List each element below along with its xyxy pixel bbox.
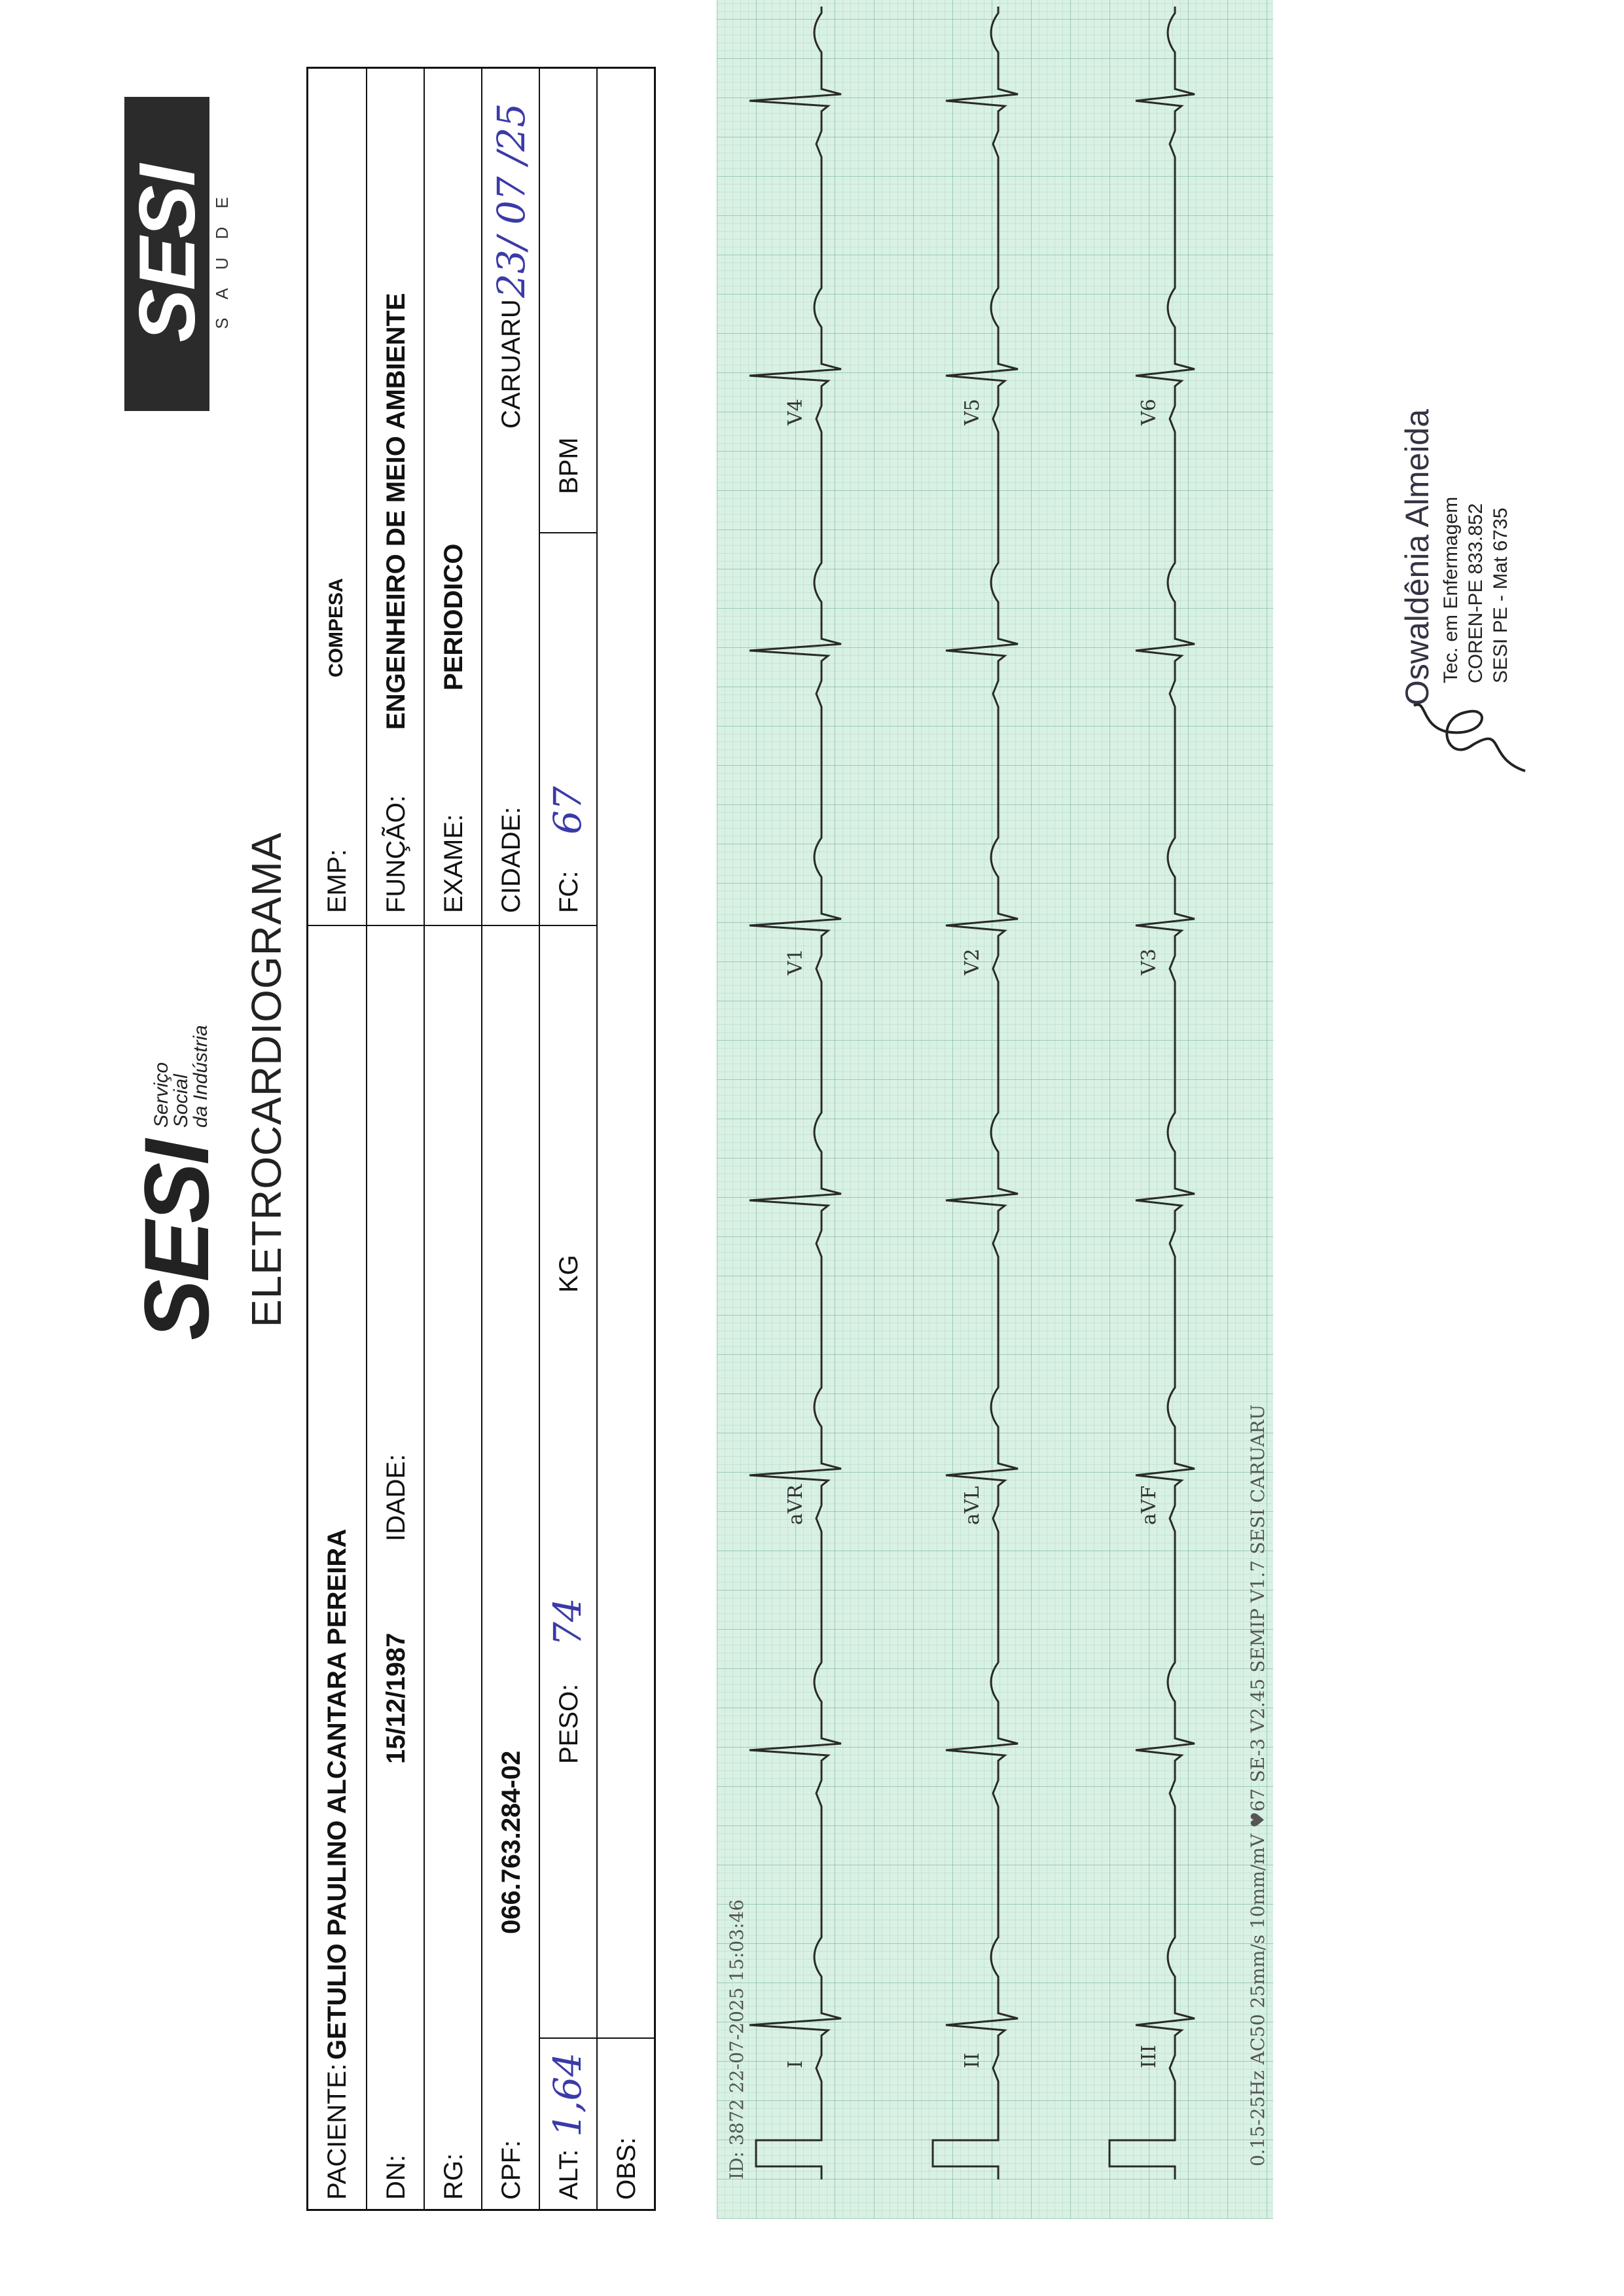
lead-label-I: I (784, 2060, 807, 2068)
row-alt (539, 69, 598, 2209)
lead-label-V2: V2 (961, 948, 984, 975)
ecg-strip (717, 0, 1273, 2219)
rg-label: RG: (439, 2153, 468, 2200)
lead-label-V1: V1 (784, 948, 807, 975)
lead-label-aVF: aVF (1138, 1485, 1161, 1525)
peso-unit: KG (554, 1255, 583, 1293)
ecg-traces (717, 0, 1273, 2219)
paciente-label: PACIENTE: (323, 2063, 352, 2200)
alt-label: ALT: (554, 2149, 583, 2200)
cidade-label: CIDADE: (497, 806, 526, 913)
funcao-label: FUNÇÃO: (382, 795, 410, 913)
ecg-trace-row-1 (749, 7, 841, 2179)
nurse-stamp (1394, 365, 1564, 706)
cpf-label: CPF: (497, 2140, 526, 2200)
lead-label-II: II (961, 2053, 984, 2068)
fc-unit: BPM (554, 437, 583, 494)
lead-label-III: III (1138, 2045, 1161, 2068)
signature-mark (1407, 692, 1538, 784)
fc-label: FC: (554, 870, 583, 913)
table-divider (308, 925, 596, 926)
lead-label-V3: V3 (1138, 948, 1161, 975)
row-rg (424, 69, 482, 2209)
sesi-logo (125, 1025, 228, 1340)
peso-value-handwritten: 74 (545, 1598, 590, 1646)
fc-value-handwritten: 67 (545, 786, 590, 834)
dn-label: DN: (382, 2155, 410, 2200)
lead-label-V4: V4 (784, 399, 807, 425)
sesi-saude-logo-tag: SAUDE (212, 179, 232, 329)
funcao-value: ENGENHEIRO DE MEIO AMBIENTE (382, 293, 410, 730)
cpf-value: 066.763.284-02 (497, 1750, 526, 1934)
peso-label: PESO: (554, 1683, 583, 1764)
stamp-mat: SESI PE - Mat 6735 (1490, 507, 1511, 683)
lead-label-aVR: aVR (784, 1484, 807, 1525)
patient-info-table (306, 67, 656, 2211)
row-obs (596, 69, 655, 2209)
sesi-saude-logo-box: SESI (124, 97, 209, 411)
obs-label: OBS: (612, 2137, 641, 2200)
table-divider-fc (539, 532, 596, 533)
ecg-footer-line: 0.15-25Hz AC50 25mm/s 10mm/mV ♥67 SE-3 V2.45 SEMIP V1.7 SESI CARUARU (1247, 1404, 1269, 2166)
ecg-trace-row-3 (1110, 7, 1195, 2179)
lead-label-V5: V5 (961, 399, 984, 425)
emp-label: EMP: (323, 849, 352, 913)
row-paciente (308, 69, 366, 2209)
paciente-value: GETULIO PAULINO ALCANTARA PEREIRA (323, 1528, 352, 2060)
page-title: ELETROCARDIOGRAMA (243, 832, 290, 1327)
stamp-role: Tec. em Enfermagem (1440, 496, 1462, 683)
sesi-saude-logo (124, 97, 236, 411)
row-cpf (481, 69, 540, 2209)
exame-value: PERIODICO (439, 543, 468, 691)
dn-value: 15/12/1987 (382, 1632, 410, 1764)
sesi-logo-tagline: Serviço Social da Indústria (151, 1025, 211, 1128)
lead-label-V6: V6 (1138, 399, 1161, 425)
row-dn (366, 69, 425, 2209)
ecg-id-line: ID: 3872 22-07-2025 15:03:46 (726, 1899, 748, 2179)
exame-label: EXAME: (439, 814, 468, 913)
stamp-coren: COREN-PE 833.852 (1465, 503, 1487, 683)
cidade-value: CARUARU (497, 299, 526, 429)
stamp-name: Oswaldênia Almeida (1399, 408, 1435, 706)
alt-value-handwritten: 1,64 (545, 2052, 590, 2137)
table-divider-obs (539, 2037, 654, 2039)
ecg-trace-row-2 (933, 7, 1018, 2179)
lead-label-aVL: aVL (961, 1486, 984, 1525)
emp-value: COMPESA (325, 578, 347, 677)
idade-label: IDADE: (382, 1454, 410, 1541)
sesi-logo-text: SESI (125, 1141, 228, 1340)
cidade-date-handwritten: 23/ 07 /25 (489, 103, 533, 298)
